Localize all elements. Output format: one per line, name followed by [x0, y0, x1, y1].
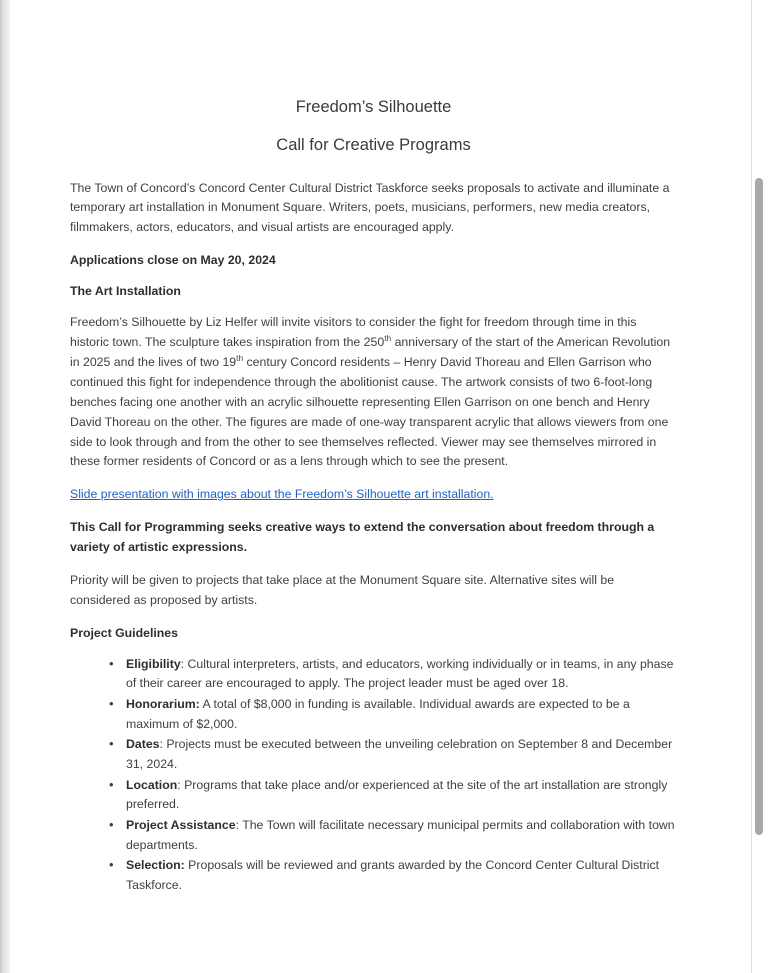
right-edge-line: [751, 0, 752, 973]
list-item: [110, 776, 677, 815]
list-item: [110, 816, 677, 855]
vertical-scrollbar-thumb[interactable]: [755, 178, 763, 835]
art-installation-text-part-1: Freedom’s Silhouette by Liz Helfer will invite visitors to consider the fight for freedom through time in this historic town. The sculpture takes inspiration from the 250: [70, 315, 637, 349]
guideline-label: [126, 858, 185, 872]
guideline-label: [126, 697, 200, 711]
project-guidelines-heading: Project Guidelines: [70, 625, 178, 640]
guideline-label: [126, 778, 177, 792]
guideline-label: [126, 818, 236, 832]
guideline-label-text: Project Assistance: [126, 818, 236, 833]
guideline-label: [126, 737, 160, 751]
left-edge-line: [0, 0, 2, 973]
document-page: [11, 0, 746, 973]
slide-presentation-link-line: [70, 485, 677, 505]
guideline-label-text: Location: [126, 777, 178, 792]
slide-presentation-link[interactable]: Slide presentation with images about the Freedom’s Silhouette art installation.: [70, 487, 494, 502]
call-statement: This Call for Programming seeks creative ways to extend the conversation about freedom through a variety of artistic expressions.: [70, 520, 655, 555]
document-content: [70, 96, 677, 897]
guideline-text: Cultural interpreters, artists, and educators, working individually or in teams, in any phase of their career are encouraged to apply. The project leader must be aged over 18.: [126, 656, 674, 691]
art-installation-text-part-2: anniversary of the start of the American Revolution in 2025 and the lives of two 19: [70, 334, 671, 369]
guideline-label: [126, 657, 181, 671]
page-subtitle: Call for Creative Programs: [276, 136, 471, 155]
page-title: Freedom’s Silhouette: [295, 98, 452, 116]
guideline-label-text: Dates: [126, 737, 160, 752]
right-gutter: [746, 0, 768, 973]
guideline-text: The Town will facilitate necessary municipal permits and collaboration with town departments.: [126, 818, 675, 852]
left-gutter: [0, 0, 11, 973]
art-installation-heading: The Art Installation: [70, 284, 181, 299]
list-item: [110, 735, 677, 774]
superscript-19th: th: [236, 352, 244, 363]
art-installation-paragraph: [70, 313, 677, 472]
guideline-label-text: Eligibility: [126, 656, 181, 671]
project-guidelines-list: [70, 655, 677, 896]
list-item: [110, 856, 677, 895]
art-installation-text-part-3: century Concord residents – Henry David Thoreau and Ellen Garrison who continued this fight for independence through the abolitionist cause. The artwork consists of two 6-foot-long benches facing one another with an acrylic silhouette representing Ellen Garrison on one bench and Henry David Thoreau on the other. The figures are made of one-way transparent acrylic that allows viewers from one side to look through and from the other to see themselves reflected. Viewer may see themselves mirrored in these former residents of Concord or as a lens through which to see the present.: [70, 354, 669, 469]
guideline-label-suffix: :: [235, 818, 240, 833]
guideline-label-text: Honorarium:: [126, 697, 200, 712]
priority-paragraph: Priority will be given to projects that take place at the Monument Square site. Alternative sites will be considered as proposed by artists.: [70, 573, 615, 607]
guideline-text: Projects must be executed between the unveiling celebration on September 8 and December 31, 2024.: [126, 737, 673, 772]
superscript-250th: th: [384, 332, 392, 343]
guideline-label-suffix: :: [177, 777, 181, 792]
guideline-label-suffix: :: [180, 656, 185, 671]
guideline-text: Programs that take place and/or experienced at the site of the art installation are strongly preferred.: [126, 777, 668, 812]
list-item: [110, 695, 677, 734]
intro-paragraph: The Town of Concord’s Concord Center Cultural District Taskforce seeks proposals to activate and illuminate a temporary art installation in Monument Square. Writers, poets, musicians, performers, new media creators, filmmakers, actors, educators, and visual artists are encouraged apply.: [70, 180, 670, 235]
list-item: [110, 655, 677, 694]
guideline-text: Proposals will be reviewed and grants awarded by the Concord Center Cultural District Taskforce.: [126, 858, 660, 893]
guideline-label-text: Selection:: [126, 858, 185, 873]
guideline-label-suffix: :: [159, 737, 163, 752]
guideline-text: A total of $8,000 in funding is available. Individual awards are expected to be a maximum of $2,000.: [126, 697, 630, 731]
deadline-heading: Applications close on May 20, 2024: [70, 253, 276, 268]
